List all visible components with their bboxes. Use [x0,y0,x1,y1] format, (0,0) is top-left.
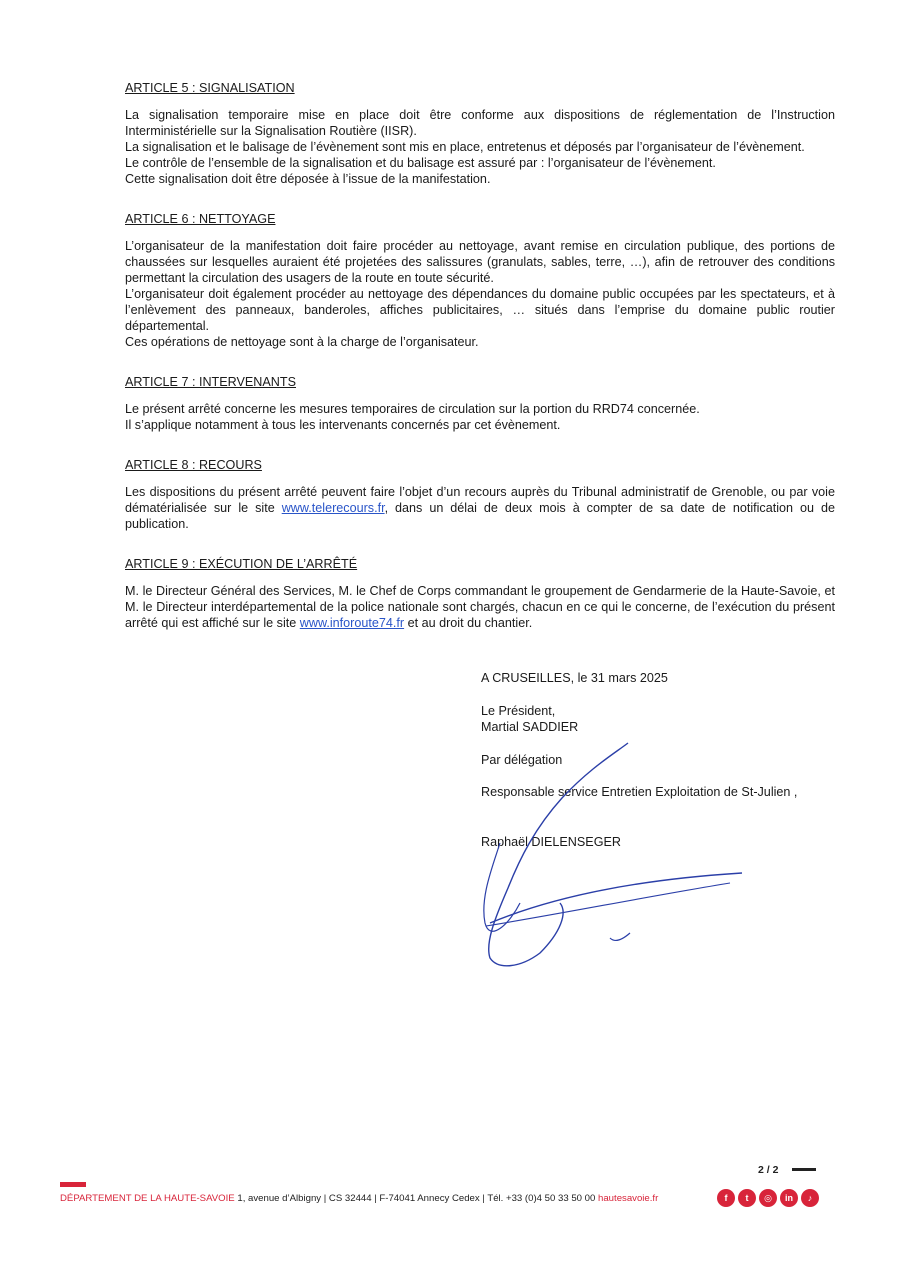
paragraph: Cette signalisation doit être déposée à l’issue de la manifestation. [125,172,491,186]
footer-website[interactable]: hautesavoie.fr [598,1193,659,1204]
article-8 [125,457,835,532]
paragraph [125,583,835,631]
article-heading: ARTICLE 8 : RECOURS [125,458,262,472]
paragraph: Ces opérations de nettoyage sont à la charge de l’organisateur. [125,335,479,349]
article-9 [125,556,835,631]
paragraph: Il s’applique notamment à tous les intervenants concernés par cet évènement. [125,418,561,432]
place-date-text: A CRUSEILLES, le 31 mars 2025 [481,671,668,685]
article-heading: ARTICLE 5 : SIGNALISATION [125,81,295,95]
paragraph: Le présent arrêté concerne les mesures temporaires de circulation sur la portion du RRD74 concernée. [125,402,700,416]
instagram-icon[interactable]: ◎ [759,1189,777,1207]
delegation-text: Par délégation [481,753,563,767]
article-7 [125,374,835,433]
handwritten-signature [450,738,760,973]
article-heading: ARTICLE 9 : EXÉCUTION DE L’ARRÊTÉ [125,557,358,571]
article-heading: ARTICLE 6 : NETTOYAGE [125,212,276,226]
page-number: 2 / 2 [758,1164,779,1176]
footer-address: 1, avenue d’Albigny | CS 32444 | F-74041 Annecy Cedex | Tél. +33 (0)4 50 33 50 00 [237,1193,596,1204]
footer-department: DÉPARTEMENT DE LA HAUTE-SAVOIE [60,1193,235,1204]
article-heading: ARTICLE 7 : INTERVENANTS [125,375,296,389]
place-date [481,670,821,686]
footer-accent-bar [60,1182,86,1187]
linkedin-icon[interactable]: in [780,1189,798,1207]
paragraph: L’organisateur doit également procéder au nettoyage des dépendances du domaine public occupées par les spectateurs, et à l’enlèvement des panneaux, banderoles, affiches publicitaires, … situés dans l’emprise du domaine public routier départemental. [125,287,835,333]
article-5 [125,80,835,187]
text-span: Les dispositions du présent arrêté peuvent faire l’objet d’un recours auprès du Tribunal administratif de Grenoble, ou par voie dématérialisée sur le site [125,485,835,515]
twitter-icon[interactable]: t [738,1189,756,1207]
signatory-name: Raphaël DIELENSEGER [481,835,621,849]
page-dash [792,1168,816,1171]
paragraph: La signalisation temporaire mise en place doit être conforme aux dispositions de réglementation de l’Instruction Interministérielle sur la Signalisation Routière (IISR). [125,108,835,138]
inforoute-link[interactable]: www.inforoute74.fr [299,616,405,630]
president-name: Martial SADDIER [481,720,579,734]
text-span: M. le Directeur Général des Services, M. le Chef de Corps commandant le groupement de Gendarmerie de la Haute-Savoie, et M. le Directeur interdépartemental de la police nationale sont chargés, chacun en ce qui le concerne, de l’exécution du présent arrêté qui est affiché sur le site [125,584,835,630]
facebook-icon[interactable]: f [717,1189,735,1207]
text-span: et au droit du chantier. [404,616,533,630]
president-title: Le Président, [481,704,556,718]
role-text: Responsable service Entretien Exploitation de St-Julien , [481,785,798,799]
social-icons [717,1189,819,1207]
text-span: , dans un délai de deux mois à compter de sa date de notification ou de publication. [125,501,835,531]
tiktok-icon[interactable]: ♪ [801,1189,819,1207]
footer [60,1193,658,1205]
paragraph: L’organisateur de la manifestation doit faire procéder au nettoyage, avant remise en circulation publique, des portions de chaussées sur lesquelles auraient été projetées des salissures (granulats, sables, terre, …), afin de retrouver des conditions permettant la circulation des usagers de la route en toute sécurité. [125,239,835,285]
paragraph: La signalisation et le balisage de l’évènement sont mis en place, entretenus et déposés par l’organisateur de l’évènement. [125,140,805,154]
document-body [125,80,835,655]
telerecours-link[interactable]: www.telerecours.fr [281,501,385,515]
paragraph: Le contrôle de l’ensemble de la signalisation et du balisage est assuré par : l’organisateur de l’évènement. [125,156,716,170]
article-6 [125,211,835,350]
paragraph [125,484,835,532]
president-block [481,703,821,735]
